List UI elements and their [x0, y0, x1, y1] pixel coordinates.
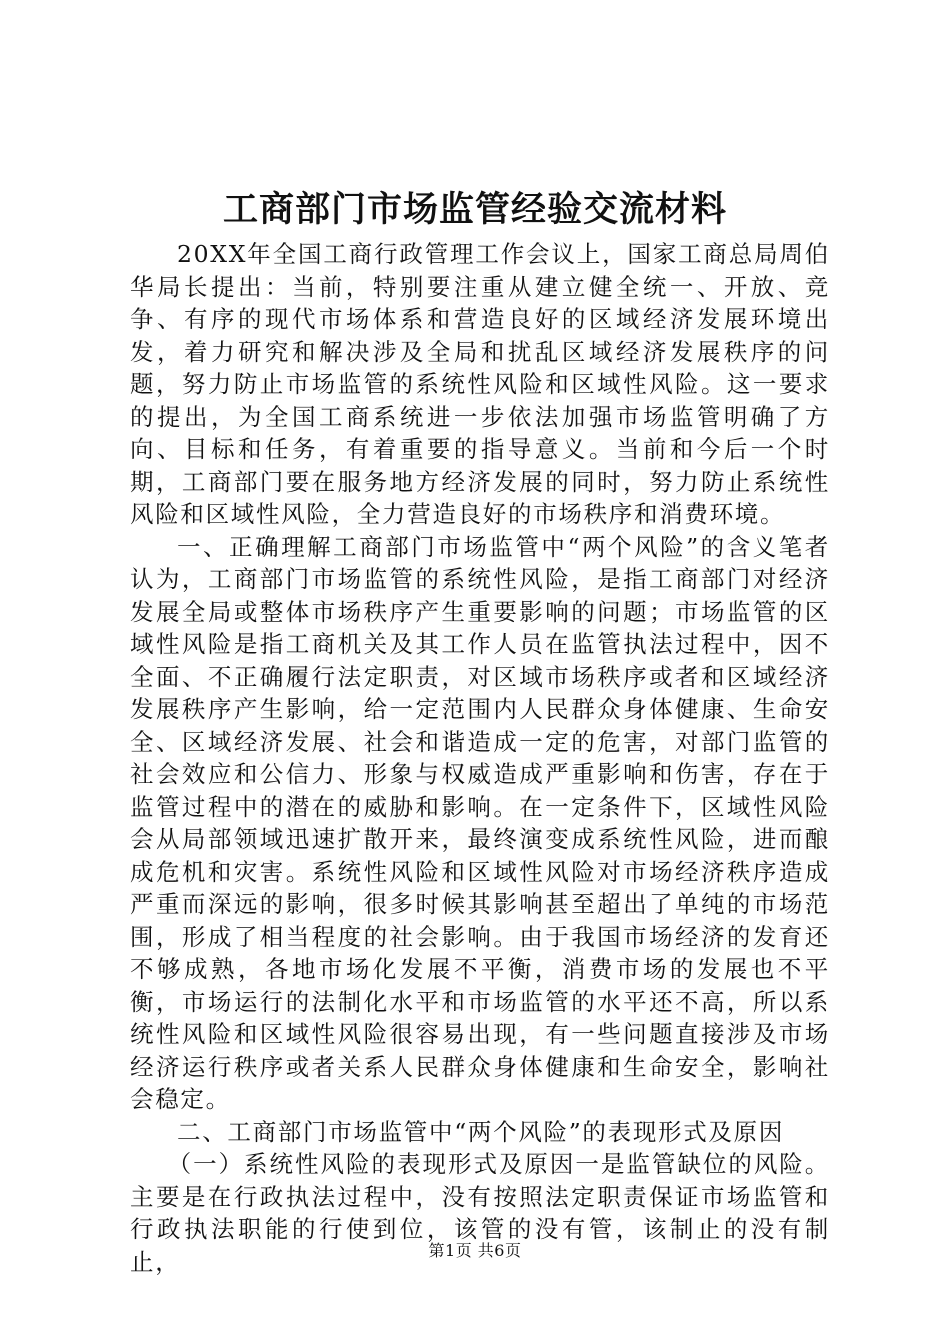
- paragraph-section-2-1: （一）系统性风险的表现形式及原因一是监管缺位的风险。主要是在行政执法过程中，没有按照法定职责保证市场监管和行政执法职能的行使到位，该管的没有管，该制止的没有制止，: [130, 1150, 830, 1276]
- paragraph-section-1: 一、正确理解工商部门市场监管中“两个风险”的含义笔者认为，工商部门市场监管的系统性风险，是指工商部门对经济发展全局或整体市场秩序产生重要影响的问题；市场监管的区域性风险是指工商机关及其工作人员在监管执法过程中，因不全面、不正确履行法定职责，对区域市场秩序或者和区域经济发展秩序产生影响，给一定范围内人民群众身体健康、生命安全、区域经济发展、社会和谐造成一定的危害，对部门监管的社会效应和公信力、形象与权威造成严重影响和伤害，存在于监管过程中的潜在的威胁和影响。在一定条件下，区域性风险会从局部领域迅速扩散开来，最终演变成系统性风险，进而酿成危机和灾害。系统性风险和区域性风险对市场经济秩序造成严重而深远的影响，很多时候其影响甚至超出了单纯的市场范围，形成了相当程度的社会影响。由于我国市场经济的发育还不够成熟，各地市场化发展不平衡，消费市场的发展也不平衡，市场运行的法制化水平和市场监管的水平还不高，所以系统性风险和区域性风险很容易出现，有一些问题直接涉及市场经济运行秩序或者关系人民群众身体健康和生命安全，影响社会稳定。: [130, 532, 830, 1113]
- paragraph-intro: 20XX年全国工商行政管理工作会议上，国家工商总局周伯华局长提出：当前，特别要注重从建立健全统一、开放、竞争、有序的现代市场体系和营造良好的区域经济发展环境出发，着力研究和解决涉及全局和扰乱区域经济发展秩序的问题，努力防止市场监管的系统性风险和区域性风险。这一要求的提出，为全国工商系统进一步依法加强市场监管明确了方向、目标和任务，有着重要的指导意义。当前和今后一个时期，工商部门要在服务地方经济发展的同时，努力防止系统性风险和区域性风险，全力营造良好的市场秩序和消费环境。: [130, 240, 830, 528]
- document-body: [130, 238, 830, 1278]
- paragraph-section-2-heading: 二、工商部门市场监管中“两个风险”的表现形式及原因: [177, 1117, 785, 1146]
- document-title: 工商部门市场监管经验交流材料: [222, 189, 727, 230]
- page-number-footer: 第1页 共6页: [428, 1241, 522, 1260]
